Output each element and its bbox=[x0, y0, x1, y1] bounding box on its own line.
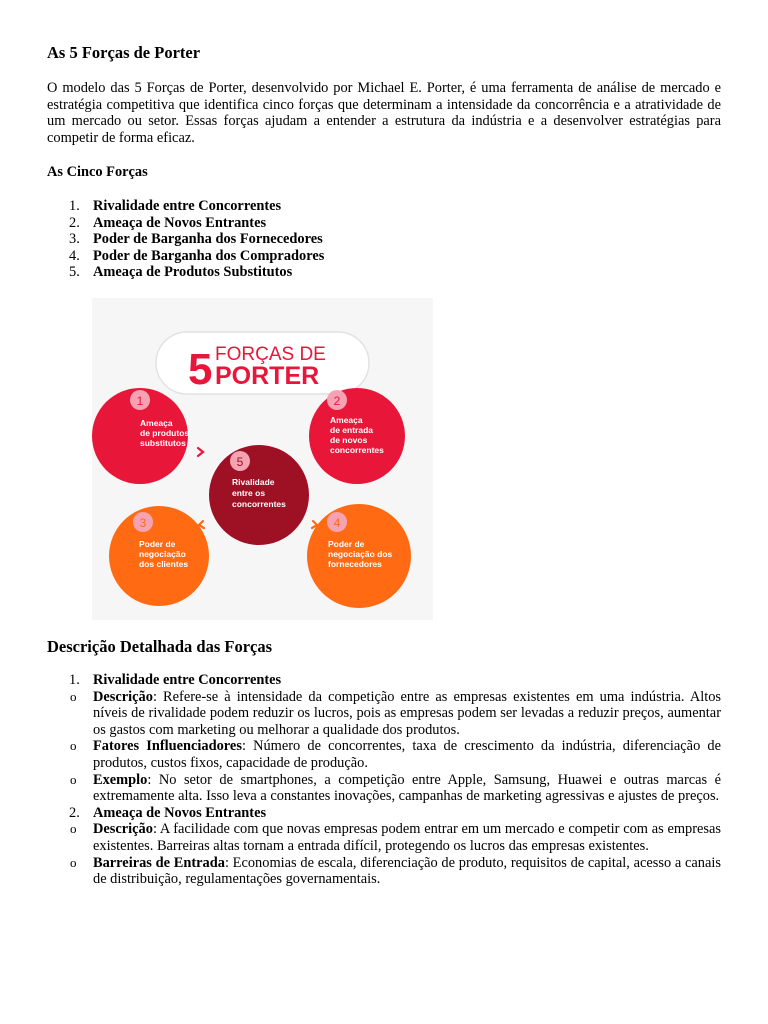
cinco-forcas-heading: As Cinco Forças bbox=[47, 164, 148, 180]
list-number: 5. bbox=[69, 264, 80, 281]
badge-number: 1 bbox=[136, 394, 144, 408]
detail-bullet bbox=[70, 738, 722, 771]
bullet-text: : A facilidade com que novas empresas podem entrar em um mercado e competir com as empresas existentes. Barreiras altas tornam a entrada difícil, protegendo os lucros das empresas existentes. bbox=[93, 821, 721, 854]
detail-bullet bbox=[70, 821, 721, 854]
bullet-icon: o bbox=[70, 854, 77, 870]
bullet-text: : Número de concorrentes, taxa de crescimento da indústria, diferenciação de produtos, custos fixos, capacidade de produção. bbox=[93, 738, 722, 771]
circle-label-line: negociação dos bbox=[328, 549, 393, 559]
force-circle-5 bbox=[209, 445, 309, 545]
badge-number: 5 bbox=[236, 455, 244, 469]
list-number: 1. bbox=[69, 672, 80, 688]
list-number: 2. bbox=[69, 214, 80, 231]
detail-item-heading: Ameaça de Novos Entrantes bbox=[93, 804, 267, 821]
bullet-icon: o bbox=[70, 738, 77, 754]
list-item-label: Ameaça de Novos Entrantes bbox=[93, 214, 267, 231]
bullet-icon: o bbox=[70, 688, 77, 704]
list-item bbox=[47, 215, 324, 232]
detail-heading: Descrição Detalhada das Forças bbox=[47, 637, 273, 656]
detail-item-1 bbox=[47, 672, 721, 689]
badge-number: 4 bbox=[333, 516, 341, 530]
list-number: 1. bbox=[69, 198, 80, 214]
list-number: 4. bbox=[69, 247, 80, 264]
bullet-label: Fatores Influenciadores bbox=[93, 738, 242, 755]
bullet-label: Barreiras de Entrada bbox=[93, 854, 225, 871]
list-item bbox=[47, 231, 324, 248]
bullet-icon: o bbox=[70, 821, 77, 837]
title-line-2: PORTER bbox=[215, 362, 320, 390]
bullet-text: : No setor de smartphones, a competição entre Apple, Samsung, Huawei e outras marcas é extremamente alta. Isso leva a constantes inovações, campanhas de marketing agressivas e ajustes de preços. bbox=[93, 771, 721, 805]
list-item-label: Ameaça de Produtos Substitutos bbox=[93, 264, 293, 281]
detail-bullet bbox=[70, 771, 721, 805]
list-item bbox=[47, 264, 324, 281]
force-circle-4 bbox=[307, 504, 411, 608]
list-item-label: Poder de Barganha dos Fornecedores bbox=[93, 231, 323, 248]
force-circle-3 bbox=[109, 506, 209, 606]
circle-label-line: fornecedores bbox=[328, 559, 382, 569]
detail-item-2 bbox=[47, 805, 721, 822]
detail-list bbox=[47, 672, 721, 888]
bullet-icon: o bbox=[70, 771, 77, 787]
circle-label-line: de novos bbox=[330, 435, 368, 445]
infographic-svg bbox=[92, 298, 433, 620]
detail-bullet bbox=[70, 688, 721, 739]
circle-label-line: de entrada bbox=[330, 425, 373, 435]
list-number: 2. bbox=[69, 804, 80, 821]
bullet-label: Descrição bbox=[93, 821, 153, 838]
title-line-1: FORÇAS DE bbox=[215, 344, 326, 365]
forces-list bbox=[47, 198, 324, 281]
circle-label-line: de produtos bbox=[140, 428, 190, 438]
circle-label-line: Poder de bbox=[328, 539, 365, 549]
list-number: 3. bbox=[69, 231, 80, 248]
list-item bbox=[47, 248, 324, 265]
badge-number: 3 bbox=[139, 516, 147, 530]
document-title: As 5 Forças de Porter bbox=[47, 43, 201, 62]
circle-label-line: concorrentes bbox=[232, 499, 286, 509]
circle-label-line: Poder de bbox=[139, 539, 176, 549]
bullet-text: : Refere-se à intensidade da competição entre as empresas existentes em uma indústria. Altos níveis de rivalidade podem reduzir os lucros, pois as empresas podem ser levadas a reduzir preços, aumentar os gastos com marketing ou melhorar a qualidade dos produtos. bbox=[93, 688, 721, 738]
circle-label-line: dos clientes bbox=[139, 559, 189, 569]
porter-infographic bbox=[92, 298, 433, 620]
circle-label-line: Ameaça bbox=[330, 415, 363, 425]
list-item bbox=[47, 198, 324, 215]
bullet-label: Descrição bbox=[93, 688, 153, 705]
circle-label-line: Rivalidade bbox=[232, 477, 275, 487]
badge-number: 2 bbox=[333, 394, 341, 408]
title-big-number: 5 bbox=[188, 345, 213, 394]
bullet-label: Exemplo bbox=[93, 771, 148, 788]
detail-bullet bbox=[70, 854, 721, 888]
detail-item-heading: Rivalidade entre Concorrentes bbox=[93, 672, 282, 688]
circle-label-line: concorrentes bbox=[330, 445, 384, 455]
circle-label-line: substitutos bbox=[140, 438, 186, 448]
intro-paragraph: O modelo das 5 Forças de Porter, desenvolvido por Michael E. Porter, é uma ferramenta de análise de mercado e estratégia competitiva que identifica cinco forças que determinam a intensidade da concorrência e a atratividade de um mercado ou setor. Essas forças ajudam a entender a estrutura da indústria e a desenvolver estratégias para competir de forma eficaz. bbox=[47, 80, 721, 146]
circle-label-line: Ameaça bbox=[140, 418, 173, 428]
circle-label-line: negociação bbox=[139, 549, 186, 559]
circle-label-line: entre os bbox=[232, 488, 266, 498]
force-circle-2 bbox=[309, 388, 405, 484]
bullet-text: : Economias de escala, diferenciação de produto, requisitos de capital, acesso a canais de distribuição, regulamentações governamentais. bbox=[93, 854, 721, 888]
list-item-label: Poder de Barganha dos Compradores bbox=[93, 247, 325, 264]
list-item-label: Rivalidade entre Concorrentes bbox=[93, 198, 282, 214]
